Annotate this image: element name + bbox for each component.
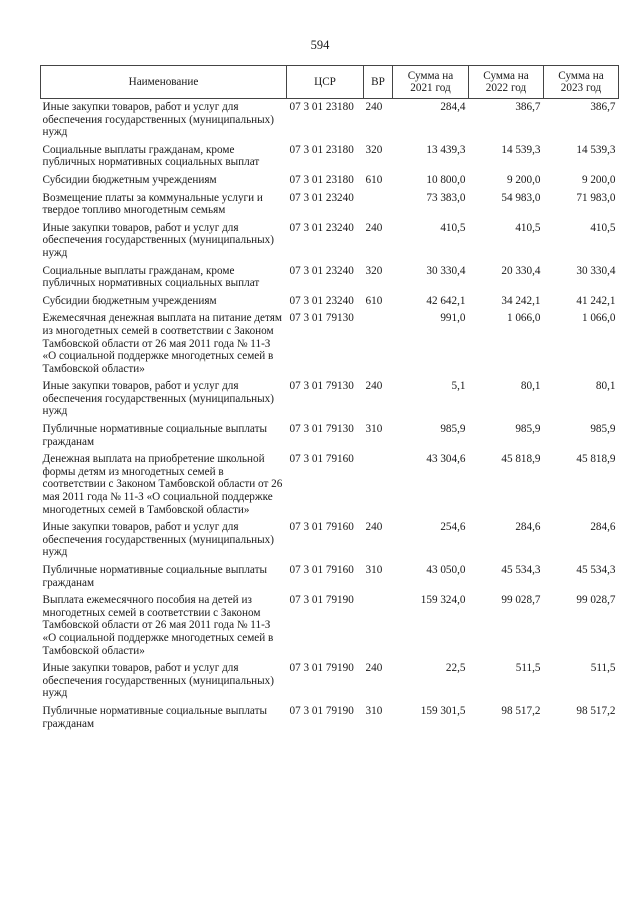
row-sum-2023: 985,9 [590,423,616,436]
row-csr: 07 3 01 23180 [289,101,354,113]
row-sum-2022: 54 983,0 [501,191,541,204]
row-vr: 240 [365,380,383,393]
row-sum-2021: 10 800,0 [426,173,466,186]
table-row [41,172,619,190]
row-sum-2021: 410,5 [440,221,466,234]
row-vr: 310 [365,564,383,576]
row-sum-2022: 14 539,3 [501,143,541,156]
row-name: Денежная выплата на приобретение школьной формы детям из многодетных семей в соответствии с Законом Тамбовской области от 26 мая 2011 года № 11-З «О социальной поддержке многодетных семей в Тамбовской области» [42,453,283,516]
row-name: Иные закупки товаров, работ и услуг для обеспечения государственных (муниципальных) нужд [42,221,274,259]
row-vr: 610 [365,173,383,186]
row-sum-2023: 41 242,1 [576,294,616,307]
row-sum-2022: 9 200,0 [506,173,541,186]
row-name: Субсидии бюджетным учреждениям [42,173,217,186]
table-header [41,66,619,99]
row-sum-2021: 159 324,0 [420,594,466,607]
row-sum-2021: 254,6 [440,521,466,534]
row-sum-2023: 30 330,4 [576,264,616,277]
row-sum-2023: 1 066,0 [581,312,616,325]
row-sum-2021: 5,1 [451,380,466,393]
row-name: Иные закупки товаров, работ и услуг для обеспечения государственных (муниципальных) нужд [42,662,274,700]
row-name: Иные закупки товаров, работ и услуг для обеспечения государственных (муниципальных) нужд [42,380,274,418]
row-sum-2021: 991,0 [440,312,466,325]
row-vr [364,451,393,519]
row-csr: 07 3 01 23240 [289,221,354,234]
table-row [41,703,619,733]
row-vr [364,592,393,660]
row-sum-2023: 284,6 [590,521,616,534]
row-sum-2023: 71 983,0 [576,191,616,204]
row-sum-2023: 98 517,2 [576,704,616,717]
row-name: Публичные нормативные социальные выплаты гражданам [42,564,268,589]
row-sum-2023: 80,1 [595,380,616,393]
row-csr: 07 3 01 79130 [289,423,354,436]
row-name: Иные закупки товаров, работ и услуг для обеспечения государственных (муниципальных) нужд [42,101,274,139]
table-row [41,421,619,451]
row-sum-2021: 30 330,4 [426,264,466,277]
row-sum-2021: 43 304,6 [426,453,466,466]
row-sum-2022: 34 242,1 [501,294,541,307]
row-sum-2022: 98 517,2 [501,704,541,717]
row-vr [364,190,393,220]
row-sum-2023: 45 818,9 [576,453,616,466]
row-sum-2022: 284,6 [515,521,541,534]
row-name: Публичные нормативные социальные выплаты гражданам [42,423,268,448]
row-csr: 07 3 01 23240 [289,191,354,204]
row-csr: 07 3 01 79190 [289,704,354,717]
table-row [41,142,619,172]
header-vr: ВР [364,66,393,99]
row-name: Социальные выплаты гражданам, кроме публичных нормативных социальных выплат [42,264,260,290]
row-sum-2021: 73 383,0 [426,191,466,204]
row-sum-2023: 410,5 [590,221,616,234]
table-row [41,293,619,311]
row-csr: 07 3 01 79130 [289,380,354,393]
row-csr: 07 3 01 79160 [289,453,354,466]
row-sum-2023: 45 534,3 [576,564,616,576]
row-sum-2022: 99 028,7 [501,594,541,607]
row-name: Возмещение платы за коммунальные услуги и твердое топливо многодетным семьям [42,191,263,217]
row-csr: 07 3 01 23240 [289,294,354,307]
table-row [41,562,619,592]
row-sum-2021: 22,5 [445,662,466,675]
row-sum-2022: 386,7 [515,101,541,113]
row-sum-2021: 42 642,1 [426,294,466,307]
table-row [41,310,619,378]
header-sum-2023: Сумма на 2023 год [544,66,619,99]
row-csr: 07 3 01 23180 [289,143,354,156]
row-sum-2023: 14 539,3 [576,143,616,156]
row-vr: 320 [365,264,383,277]
row-sum-2021: 13 439,3 [426,143,466,156]
row-csr: 07 3 01 79190 [289,594,354,607]
table-row [41,451,619,519]
row-sum-2022: 20 330,4 [501,264,541,277]
table-row [41,592,619,660]
table-row [41,99,619,142]
row-sum-2022: 45 534,3 [501,564,541,576]
row-csr: 07 3 01 23180 [289,173,354,186]
row-vr: 240 [365,662,383,675]
row-vr: 240 [365,521,383,534]
row-sum-2023: 511,5 [590,662,616,675]
table-row [41,220,619,263]
row-sum-2022: 985,9 [515,423,541,436]
table-row [41,263,619,293]
row-vr: 310 [365,423,383,436]
row-sum-2021: 43 050,0 [426,564,466,576]
row-sum-2022: 80,1 [520,380,541,393]
row-name: Выплата ежемесячного пособия на детей из многодетных семей в соответствии с Законом Тамбовской области от 26 мая 2011 года № 11-З «О социальной поддержке многодетных семей в Тамбовской области» [42,594,274,657]
row-csr: 07 3 01 79160 [289,564,354,576]
table-row [41,660,619,703]
row-sum-2023: 9 200,0 [581,173,616,186]
table-row [41,378,619,421]
row-sum-2023: 99 028,7 [576,594,616,607]
row-vr: 240 [365,101,383,113]
row-csr: 07 3 01 23240 [289,264,354,277]
row-sum-2022: 45 818,9 [501,453,541,466]
header-sum-2022: Сумма на 2022 год [469,66,544,99]
row-vr: 310 [365,704,383,717]
row-csr: 07 3 01 79160 [289,521,354,534]
row-csr: 07 3 01 79130 [289,312,354,325]
row-sum-2022: 1 066,0 [506,312,541,325]
row-vr: 240 [365,221,383,234]
row-name: Иные закупки товаров, работ и услуг для обеспечения государственных (муниципальных) нужд [42,521,274,559]
page-number: 594 [310,38,330,52]
row-sum-2021: 284,4 [440,101,466,113]
header-sum-2021: Сумма на 2021 год [393,66,469,99]
header-csr: ЦСР [287,66,364,99]
row-name: Публичные нормативные социальные выплаты гражданам [42,704,268,730]
budget-table [40,65,619,733]
row-vr [364,310,393,378]
table-body [41,99,619,734]
row-name: Социальные выплаты гражданам, кроме публичных нормативных социальных выплат [42,143,260,169]
row-sum-2023: 386,7 [590,101,616,113]
row-name: Субсидии бюджетным учреждениям [42,294,217,307]
row-vr: 320 [365,143,383,156]
row-name: Ежемесячная денежная выплата на питание детям из многодетных семей в соответствии с Законом Тамбовской области от 26 мая 2011 года № 11-З «О социальной поддержке многодетных семей в Тамбовской области» [42,312,282,375]
row-sum-2021: 159 301,5 [420,704,466,717]
row-sum-2022: 410,5 [515,221,541,234]
header-name: Наименование [41,66,287,99]
row-sum-2021: 985,9 [440,423,466,436]
table-row [41,190,619,220]
row-csr: 07 3 01 79190 [289,662,354,675]
table-row [41,519,619,562]
row-vr: 610 [365,294,383,307]
row-sum-2022: 511,5 [515,662,541,675]
